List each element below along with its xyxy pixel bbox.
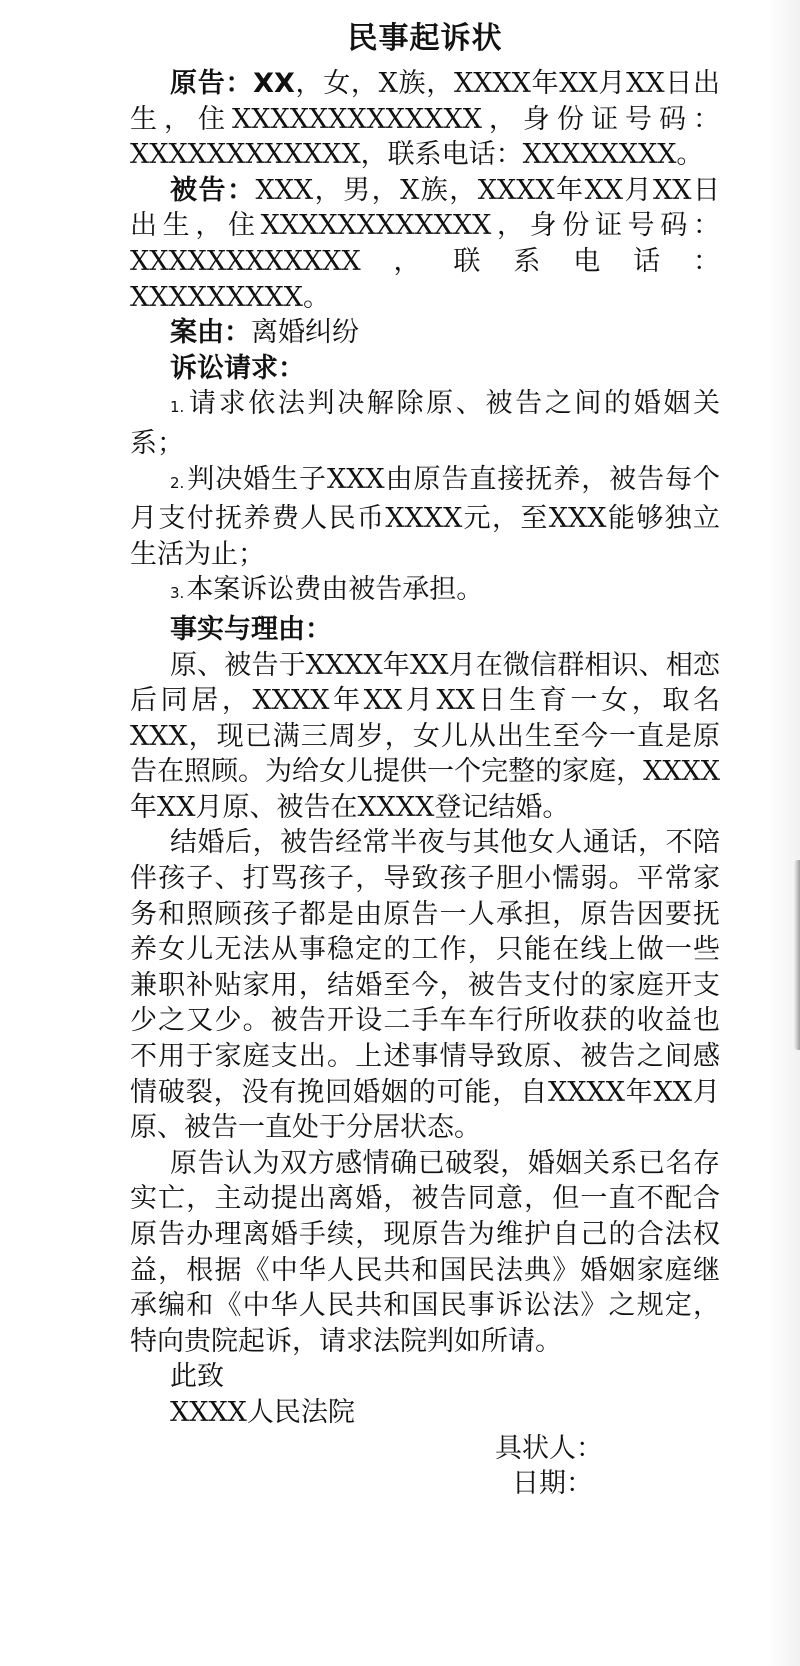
complaint-document — [130, 14, 720, 1502]
claim-item — [130, 572, 720, 612]
facts-label: 事实与理由： — [170, 613, 332, 645]
claim-text: 本案诉讼费由被告承担。 — [186, 574, 484, 606]
claim-number: 3. — [170, 584, 185, 603]
defendant-label: 被告： — [170, 174, 256, 206]
plaintiff-name: XX — [253, 68, 295, 99]
facts-paragraph: 结婚后，被告经常半夜与其他女人通话，不陪伴孩子、打骂孩子，导致孩子胆小懦弱。平常家务和照顾孩子都是由原告一人承担，原告因要抚养女儿无法从事稳定的工作，只能在线上做一些兼职补贴家用，结婚至今，被告支付的家庭开支少之又少。被告开设二手车车行所收获的收益也不用于家庭支出。上述事情导致原、被告之间感情破裂，没有挽回婚姻的可能，自XXXX年XX月原、被告一直处于分居状态。 — [130, 827, 720, 1144]
claim-text: 判决婚生子XXX由原告直接抚养，被告每个月支付抚养费人民币XXXX元，至XXX能够独立生活为止； — [130, 463, 720, 570]
court-name: XXXX人民法院 — [170, 1396, 355, 1428]
claims-label: 诉讼请求： — [170, 352, 305, 384]
facts-heading — [130, 612, 720, 648]
signer-label: 具状人： — [495, 1432, 603, 1464]
cause-label: 案由： — [170, 317, 251, 349]
claim-item — [130, 462, 720, 573]
cause-text: 离婚纠纷 — [251, 317, 359, 349]
page-edge-shadow — [794, 860, 800, 1050]
date-label: 日期： — [512, 1468, 593, 1500]
facts-paragraph: 原、被告于XXXX年XX月在微信群相识、相恋后同居，XXXX年XX月XX日生育一女，取名XXX，现已满三周岁，女儿从出生至今一直是原告在照顾。为给女儿提供一个完整的家庭，XXXX年XX月原、被告在XXXX登记结婚。 — [130, 649, 720, 823]
claim-number: 1. — [170, 398, 185, 417]
plaintiff-label: 原告： — [170, 68, 254, 99]
document-title: 民事起诉状 — [347, 21, 503, 56]
claim-text: 请求依法判决解除原、被告之间的婚姻关系； — [130, 388, 720, 459]
facts-paragraph: 原告认为双方感情确已破裂，婚姻关系已名存实亡，主动提出离婚，被告同意，但一直不配合原告办理离婚手续，现原告为维护自己的合法权益，根据《中华人民共和国民法典》婚姻家庭继承编和《中华人民共和国民事诉讼法》之规定，特向贵院起诉，请求法院判如所请。 — [130, 1147, 720, 1357]
claim-item — [130, 386, 720, 461]
cause-paragraph — [130, 315, 720, 351]
plaintiff-details: ，女，X族，XXXX年XX月XX日出生，住XXXXXXXXXXXXX，身份证号码：XXXXXXXXXXXX，联系电话：XXXXXXXX。 — [130, 68, 721, 171]
defendant-details: XXX，男，X族，XXXX年XX月XX日出生，住XXXXXXXXXXXX，身份证号码：XXXXXXXXXXXX，联系电话：XXXXXXXXX。 — [130, 174, 720, 313]
defendant-paragraph — [130, 173, 720, 315]
salutation: 此致 — [170, 1361, 224, 1393]
claim-number: 2. — [170, 473, 185, 492]
plaintiff-paragraph — [130, 66, 720, 173]
claims-heading — [130, 351, 720, 387]
